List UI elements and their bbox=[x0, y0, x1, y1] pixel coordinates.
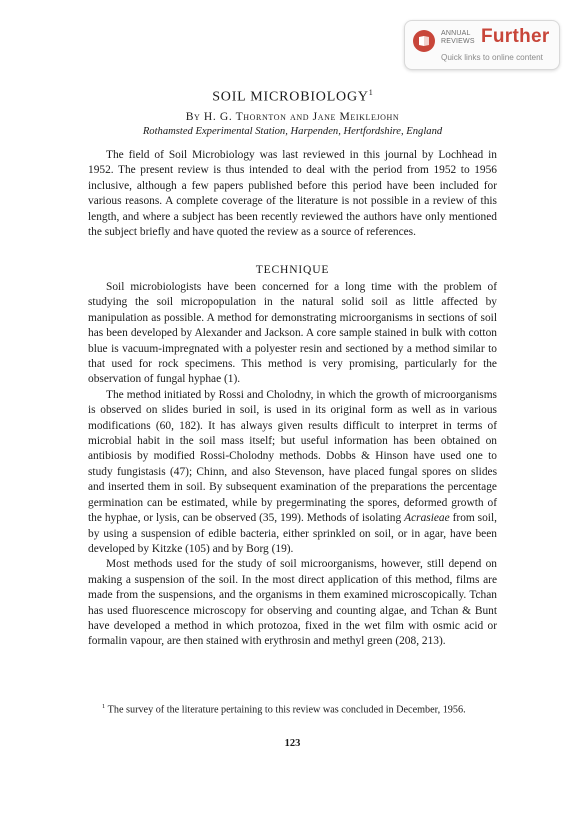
footnote bbox=[88, 700, 497, 717]
badge-publisher-label bbox=[441, 30, 475, 45]
footnote-mark: 1 bbox=[102, 703, 106, 710]
intro-paragraph: The field of Soil Microbiology was last reviewed in this journal by Lochhead in 1952. The present review is thus intended to deal with the period from 1952 to 1956 inclusive, although a few papers published before this period have been included for various reasons. A complete coverage of the literature is not possible in a review of this length, and where a subject has been recently reviewed the authors have only mentioned the subject briefly and have quoted the review as a source of references. bbox=[88, 149, 497, 239]
article-title bbox=[0, 88, 585, 106]
article-authors: By H. G. Thornton and Jane Meiklejohn bbox=[185, 110, 400, 123]
intro-section bbox=[88, 148, 497, 240]
technique-paragraph-3: Most methods used for the study of soil microorganisms, however, still depend on making a suspension of the soil. In the most direct application of this method, films are made from the suspensions, and the organisms in them examined microscopically. Tchan has used fluorescence microscopy for observing and counting algae, and Tchan & Bunt have developed a method in which protozoa, fixed in the wet film with osmic acid or formalin vapour, are then stained with erythrosin and methyl green (208, 213). bbox=[88, 558, 497, 648]
badge-annual-text: ANNUAL bbox=[441, 30, 471, 37]
footnote-text: The survey of the literature pertaining to this review was concluded in December, 1956. bbox=[107, 704, 466, 716]
badge-further-text: Further bbox=[481, 26, 550, 47]
title-footnote-mark: 1 bbox=[368, 88, 373, 97]
technique-paragraph-1: Soil microbiologists have been concerned for a long time with the problem of studying the soil micropopulation in the natural solid soil as little affected by manipulation as possible. A method for demonstrating microorganisms in sections of soil has been developed by Alexander and Jackson. A core sample stained in bulk with cotton blue is vacuum-impregnated with a polyester resin and sectioned by a method similar to that used for rock specimens. This method is very promising, particularly for the observation of fungal hyphae (1). bbox=[88, 281, 497, 386]
technique-p2-part-2: from soil, by using a suspension of edible bacteria, either sprinkled on soil, or in agar, have been developed by Kitzke (105) and by Borg (19). bbox=[88, 512, 497, 555]
technique-p2-part-1: The method initiated by Rossi and Cholodny, in which the growth of microorganisms is observed on slides buried in soil, is used in its original form as well as in various modifications (60, 182). It has always given results difficult to interpret in terms of microbial habit in the soil mass itself; but useful information has been obtained on antibiosis by modified Rossi-Cholodny methods. Dobbs & Hinson have used one to study fungistasis (47); Chinn, and also Stevenson, have placed fungal spores on slides and inserted them in soil. By subsequent examination of the preparations the percentage germination can be estimated, while by pregerminating the spores, deformed growth of the hyphae, or lysis, can be observed (35, 199). Methods of isolating bbox=[88, 388, 497, 525]
badge-subtitle: Quick links to online content bbox=[441, 53, 543, 62]
page-number: 123 bbox=[284, 738, 301, 749]
annual-reviews-logo-icon bbox=[413, 30, 435, 52]
acrasieae-term: Acrasieae bbox=[404, 512, 450, 525]
technique-heading: TECHNIQUE bbox=[255, 263, 330, 276]
badge-reviews-text: REVIEWS bbox=[441, 37, 475, 45]
article-title-text: SOIL MICROBIOLOGY bbox=[212, 89, 369, 105]
technique-paragraph-2 bbox=[88, 388, 497, 557]
article-affiliation: Rothamsted Experimental Station, Harpenden, Hertfordshire, England bbox=[142, 126, 443, 137]
technique-section bbox=[88, 280, 497, 650]
further-reading-badge[interactable] bbox=[404, 20, 560, 70]
